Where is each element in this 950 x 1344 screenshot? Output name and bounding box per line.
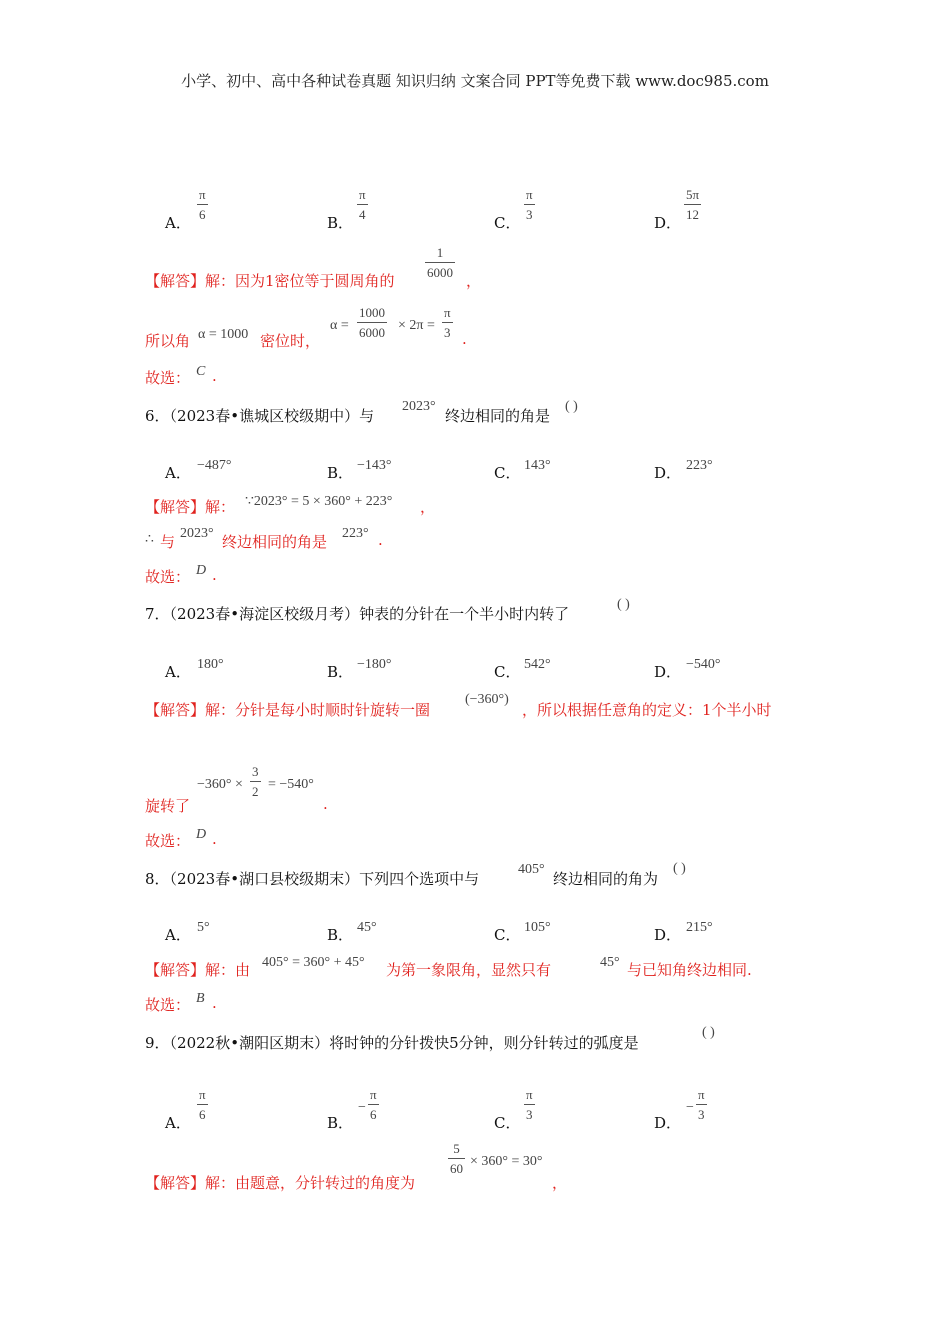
q8-option-d-letter: D． [654, 926, 682, 944]
q5-choice-label: 故选： [145, 369, 191, 387]
q5-option-b-fraction [357, 188, 368, 221]
q6-option-d-value: 223° [686, 458, 713, 473]
q5-answer-f1-num: 1000 [359, 305, 385, 320]
q9-option-a-fraction [197, 1088, 208, 1121]
q9-option-b-den: 6 [370, 1107, 377, 1122]
q8-option-c-letter: C． [494, 926, 521, 944]
q6-paren: ( ) [565, 399, 578, 414]
q7-line2-math1: −360° × [197, 777, 243, 792]
q5-option-a-num: π [199, 187, 206, 202]
q9-option-d-num: π [698, 1087, 705, 1102]
q7-line2-math2: = −540° [268, 777, 314, 792]
q5-option-c-den: 3 [526, 207, 533, 222]
q8-paren: ( ) [673, 861, 686, 876]
q9-option-c-den: 3 [526, 1107, 533, 1122]
q9-answer-num: 5 [453, 1141, 460, 1156]
q5-answer-fraction [425, 246, 455, 279]
q8-choice-end: . [212, 994, 217, 1012]
q9-option-d-sign: − [686, 1100, 694, 1115]
q5-answer-line2-b: 密位时， [260, 332, 321, 350]
page-header: 小学、初中、高中各种试卷真题 知识归纳 文案合同 PPT等免费下载 www.doc985.com [181, 72, 769, 90]
q9-option-c-fraction [524, 1088, 535, 1121]
q5-answer-f2-den: 3 [444, 325, 451, 340]
q9-option-b-sign: − [358, 1100, 366, 1115]
q9-option-b-letter: B． [327, 1114, 354, 1132]
q9-answer-fraction [448, 1142, 465, 1175]
q9-option-d-letter: D． [654, 1114, 682, 1132]
q7-option-b-letter: B． [327, 663, 354, 681]
q6-line2-b: 终边相同的角是 [222, 533, 328, 551]
q7-option-a-value: 180° [197, 657, 224, 672]
q5-option-d-letter: D． [654, 214, 682, 232]
q9-answer-den: 60 [450, 1161, 463, 1176]
q8-option-a-value: 5° [197, 920, 210, 935]
q6-answer-label: 【解答】解： [145, 498, 236, 516]
q8-answer-math1: 405° = 360° + 45° [262, 955, 365, 970]
q7-option-d-value: −540° [686, 657, 721, 672]
q5-answer-math3: × 2π = [398, 318, 435, 333]
q8-stem-math: 405° [518, 862, 545, 877]
q6-option-d-letter: D． [654, 464, 682, 482]
q5-option-a-den: 6 [199, 207, 206, 222]
q5-choice-value: C [196, 364, 206, 379]
q5-option-c-letter: C． [494, 214, 521, 232]
q9-option-b-fraction [368, 1088, 379, 1121]
q9-answer-a: 【解答】解：由题意，分针转过的角度为 [145, 1174, 416, 1192]
q6-option-b-letter: B． [327, 464, 354, 482]
q7-option-d-letter: D． [654, 663, 682, 681]
q9-answer-math: × 360° = 30° [470, 1154, 543, 1169]
q6-choice-end: . [212, 566, 217, 584]
q8-stem-b: 终边相同的角为 [553, 870, 659, 888]
q7-line2-end: . [323, 795, 328, 813]
q7-answer-b: ，所以根据任意角的定义：1个半小时 [522, 701, 772, 719]
q9-option-c-letter: C． [494, 1114, 521, 1132]
q7-stem: 7．（2023春•海淀区校级月考）钟表的分针在一个半小时内转了 [145, 605, 570, 623]
q7-choice-label: 故选： [145, 832, 191, 850]
q7-choice-value: D [196, 827, 207, 842]
q5-option-a-fraction [197, 188, 208, 221]
q5-option-d-fraction [684, 188, 701, 221]
q6-stem-math: 2023° [402, 399, 436, 414]
q7-line2-fraction [250, 765, 261, 798]
q5-option-c-fraction [524, 188, 535, 221]
q5-option-d-den: 12 [686, 207, 700, 222]
q6-stem-a: 6．（2023春•谯城区校级期中）与 [145, 407, 375, 425]
q6-line2-a: 与 [160, 533, 176, 551]
q5-answer-math1: α = 1000 [198, 327, 249, 342]
q6-option-b-value: −143° [357, 458, 392, 473]
q8-option-d-value: 215° [686, 920, 713, 935]
q8-stem-a: 8．（2023春•湖口县校级期末）下列四个选项中与 [145, 870, 480, 888]
q7-choice-end: . [212, 830, 217, 848]
q5-answer-line2-a: 所以角 [145, 332, 191, 350]
q7-option-a-letter: A． [165, 663, 191, 681]
q7-option-c-value: 542° [524, 657, 551, 672]
q9-option-c-num: π [526, 1087, 533, 1102]
q5-answer-line1-end: ， [466, 272, 482, 290]
q9-option-d-den: 3 [698, 1107, 705, 1122]
q6-option-a-value: −487° [197, 458, 232, 473]
q8-choice-value: B [196, 991, 205, 1006]
q8-answer-math2: 45° [600, 955, 620, 970]
q6-option-a-letter: A． [165, 464, 191, 482]
q5-answer-den: 6000 [427, 265, 453, 280]
q5-answer-num: 1 [436, 245, 444, 260]
q8-option-c-value: 105° [524, 920, 551, 935]
q5-answer-fraction2 [357, 306, 387, 339]
q5-option-a-letter: A． [165, 214, 191, 232]
q7-answer-math: (−360°) [465, 692, 509, 707]
q6-choice-value: D [196, 563, 207, 578]
q7-line2-den: 2 [252, 784, 259, 799]
q7-option-c-letter: C． [494, 663, 521, 681]
q7-paren: ( ) [617, 597, 630, 612]
q6-line2-end: . [378, 531, 383, 549]
q6-option-c-value: 143° [524, 458, 551, 473]
q7-answer-a: 【解答】解：分针是每小时顺时针旋转一圈 [145, 701, 431, 719]
q6-option-c-letter: C． [494, 464, 521, 482]
q6-line2-math2: 223° [342, 526, 369, 541]
q7-line2-num: 3 [252, 764, 259, 779]
q8-choice-label: 故选： [145, 996, 191, 1014]
q5-answer-line1: 【解答】解：因为1密位等于圆周角的 [145, 272, 395, 290]
q5-option-c-num: π [526, 187, 533, 202]
q8-option-b-letter: B． [327, 926, 354, 944]
q9-stem: 9．（2022秋•潮阳区期末）将时钟的分针拨快5分钟，则分针转过的弧度是 [145, 1034, 639, 1052]
q8-answer-b: 为第一象限角，显然只有 [386, 961, 552, 979]
q6-answer-end: ， [420, 498, 436, 516]
q8-option-a-letter: A． [165, 926, 191, 944]
q6-line2-math1: 2023° [180, 526, 214, 541]
q6-therefore: ∴ [145, 532, 154, 547]
q5-option-b-num: π [359, 187, 366, 202]
q5-choice-end: . [212, 367, 217, 385]
q5-answer-math2: α = [330, 318, 349, 333]
q9-option-d-fraction [696, 1088, 707, 1121]
q6-choice-label: 故选： [145, 568, 191, 586]
q9-answer-end: ， [552, 1174, 568, 1192]
q5-answer-fraction3 [442, 306, 453, 339]
q6-answer-math: ∵2023° = 5 × 360° + 223° [245, 494, 393, 509]
q9-option-b-num: π [370, 1087, 377, 1102]
q6-stem-b: 终边相同的角是 [445, 407, 551, 425]
q5-option-b-den: 4 [359, 207, 366, 222]
q8-option-b-value: 45° [357, 920, 377, 935]
q5-option-d-num: 5π [686, 187, 700, 202]
q9-option-a-num: π [199, 1087, 206, 1102]
q5-answer-line2-end: . [462, 330, 467, 348]
q5-answer-f1-den: 6000 [359, 325, 385, 340]
q9-option-a-den: 6 [199, 1107, 206, 1122]
q7-option-b-value: −180° [357, 657, 392, 672]
q8-answer-a: 【解答】解：由 [145, 961, 251, 979]
q9-option-a-letter: A． [165, 1114, 191, 1132]
q7-line2-a: 旋转了 [145, 797, 191, 815]
q8-answer-c: 与已知角终边相同. [627, 961, 752, 979]
q5-option-b-letter: B． [327, 214, 354, 232]
q5-answer-f2-num: π [444, 305, 451, 320]
q9-paren: ( ) [702, 1025, 715, 1040]
